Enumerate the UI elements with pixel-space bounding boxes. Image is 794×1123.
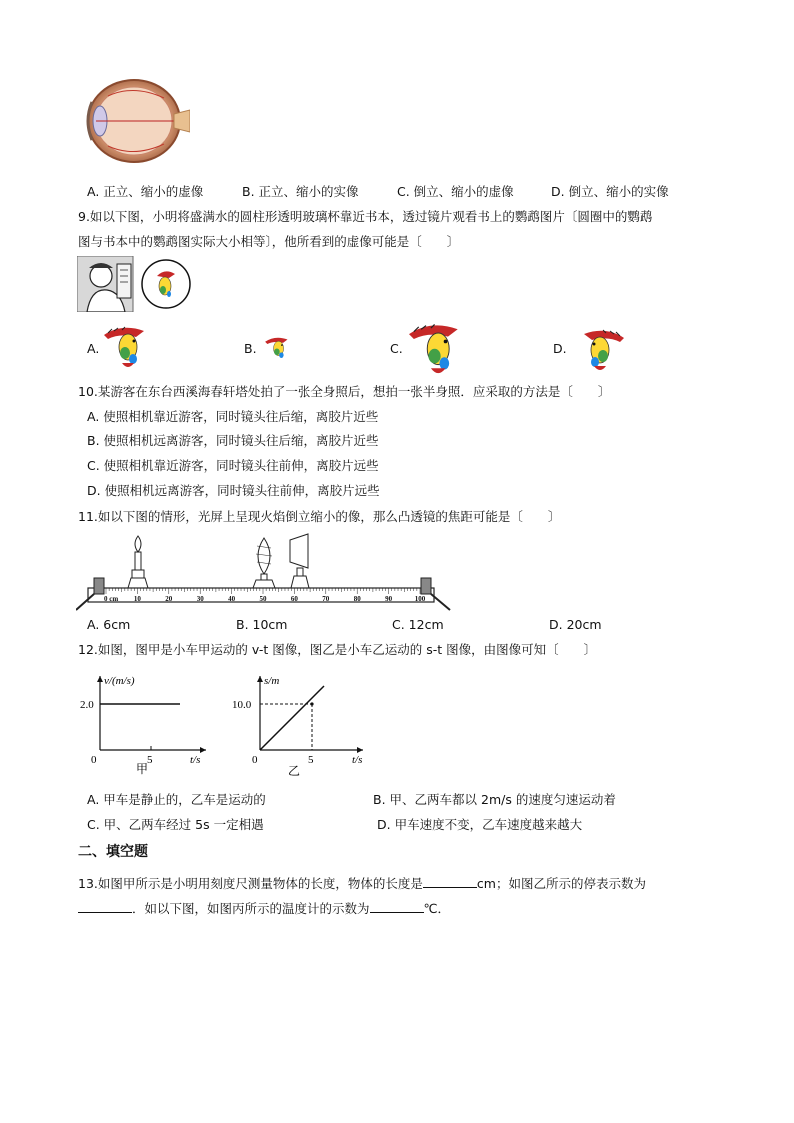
q11-option-b: B. 10cm — [236, 617, 288, 632]
q12-option-b: B. 甲、乙两车都以 2m/s 的速度匀速运动着 — [373, 792, 616, 807]
q13-line1 — [78, 875, 646, 892]
q13-answer-blank-length[interactable] — [423, 875, 477, 888]
eye-diagram — [78, 76, 190, 166]
q11-stem: 11.如以下图的情形，光屏上呈现火焰倒立缩小的像，那么凸透镜的焦距可能是〔 〕 — [78, 509, 561, 524]
jia-y-tick: 2.0 — [80, 699, 94, 711]
q9-stem-line1: 9.如以下图，小明将盛满水的圆柱形透明玻璃杯靠近书本，透过镜片观看书上的鹦鹉图片〔圆圈中的鹦鹉 — [78, 209, 653, 224]
q10-option-a: A. 使照相机靠近游客，同时镜头往后缩，离胶片近些 — [87, 409, 379, 424]
ruler-label: 10 — [133, 595, 141, 603]
q13-answer-blank-temperature[interactable] — [370, 900, 424, 913]
yi-x-tick: 5 — [308, 754, 314, 766]
q9-parrot-c-image — [406, 322, 468, 378]
q8-option-c: C. 倒立、缩小的虚像 — [397, 184, 514, 199]
jia-x-tick: 5 — [147, 754, 153, 766]
q9-boy-reading-illustration — [77, 256, 191, 312]
q9-parrot-a-image — [102, 325, 152, 371]
q12-option-d: D. 甲车速度不变，乙车速度越来越大 — [377, 817, 583, 832]
q8-option-d: D. 倒立、缩小的实像 — [551, 184, 669, 199]
yi-y-tick: 10.0 — [232, 699, 252, 711]
q8-option-a: A. 正立、缩小的虚像 — [87, 184, 204, 199]
q13-line2-part-b: ℃． — [423, 901, 451, 916]
q13-line2 — [78, 900, 450, 917]
q10-option-d: D. 使照相机远离游客，同时镜头往前伸，离胶片远些 — [87, 483, 380, 498]
q13-answer-blank-stopwatch[interactable] — [78, 900, 132, 913]
ruler-label: 70 — [322, 595, 330, 603]
ruler-label: 30 — [196, 595, 204, 603]
ruler-label: 80 — [353, 595, 361, 603]
q10-option-b: B. 使照相机远离游客，同时镜头往后缩，离胶片近些 — [87, 433, 379, 448]
q10-stem: 10.某游客在东台西溪海春轩塔处拍了一张全身照后，想拍一张半身照．应采取的方法是〔 〕 — [78, 384, 611, 399]
ruler-label: 20 — [165, 595, 173, 603]
section-2-title: 二、填空题 — [78, 844, 148, 860]
yi-caption: 乙 — [288, 764, 301, 778]
q9-option-d-label: D. — [553, 341, 567, 356]
q9-stem-line2: 图与书本中的鹦鹉图实际大小相等〕，他所看到的虚像可能是〔 〕 — [78, 234, 460, 249]
q13-line2-part-a: ．如以下图，如图丙所示的温度计的示数为 — [132, 901, 370, 916]
q9-option-a-label: A. — [87, 341, 100, 356]
ruler-label: 90 — [385, 595, 393, 603]
q12-option-c: C. 甲、乙两车经过 5s 一定相遇 — [87, 817, 264, 832]
q10-option-c: C. 使照相机靠近游客，同时镜头往前伸，离胶片远些 — [87, 458, 379, 473]
q9-option-b-label: B. — [244, 341, 257, 356]
jia-caption: 甲 — [136, 762, 149, 776]
q9-parrot-d-image — [576, 328, 626, 374]
q11-optical-bench-diagram — [76, 530, 452, 614]
ruler-label: 50 — [259, 595, 267, 603]
q11-option-c: C. 12cm — [392, 617, 444, 632]
q9-option-c-label: C. — [390, 341, 403, 356]
q12-option-a: A. 甲车是静止的，乙车是运动的 — [87, 792, 266, 807]
q12-graph-yi — [228, 668, 373, 780]
q13-line1-part-a: 13.如图甲所示是小明用刻度尺测量物体的长度，物体的长度是 — [78, 876, 423, 891]
jia-x-axis-label: t/s — [190, 754, 201, 766]
yi-x-axis-label: t/s — [352, 754, 363, 766]
q9-parrot-b-image — [264, 336, 292, 362]
yi-y-axis-label: s/m — [264, 675, 280, 687]
jia-origin: 0 — [91, 754, 97, 766]
q12-graph-jia — [80, 668, 220, 778]
q11-option-d: D. 20cm — [549, 617, 602, 632]
q12-stem: 12.如图，图甲是小车甲运动的 v-t 图像，图乙是小车乙运动的 s-t 图像，由图像可知〔 〕 — [78, 642, 597, 657]
q13-line1-part-b: cm；如图乙所示的停表示数为 — [476, 876, 646, 891]
jia-y-axis-label: v/(m/s) — [104, 675, 135, 687]
q11-option-a: A. 6cm — [87, 617, 131, 632]
q8-option-b: B. 正立、缩小的实像 — [242, 184, 359, 199]
ruler-label: 40 — [228, 595, 236, 603]
yi-origin: 0 — [252, 754, 258, 766]
ruler-label: 100 — [414, 595, 426, 603]
ruler-label: 60 — [290, 595, 298, 603]
ruler-label: 0 cm — [104, 595, 119, 603]
